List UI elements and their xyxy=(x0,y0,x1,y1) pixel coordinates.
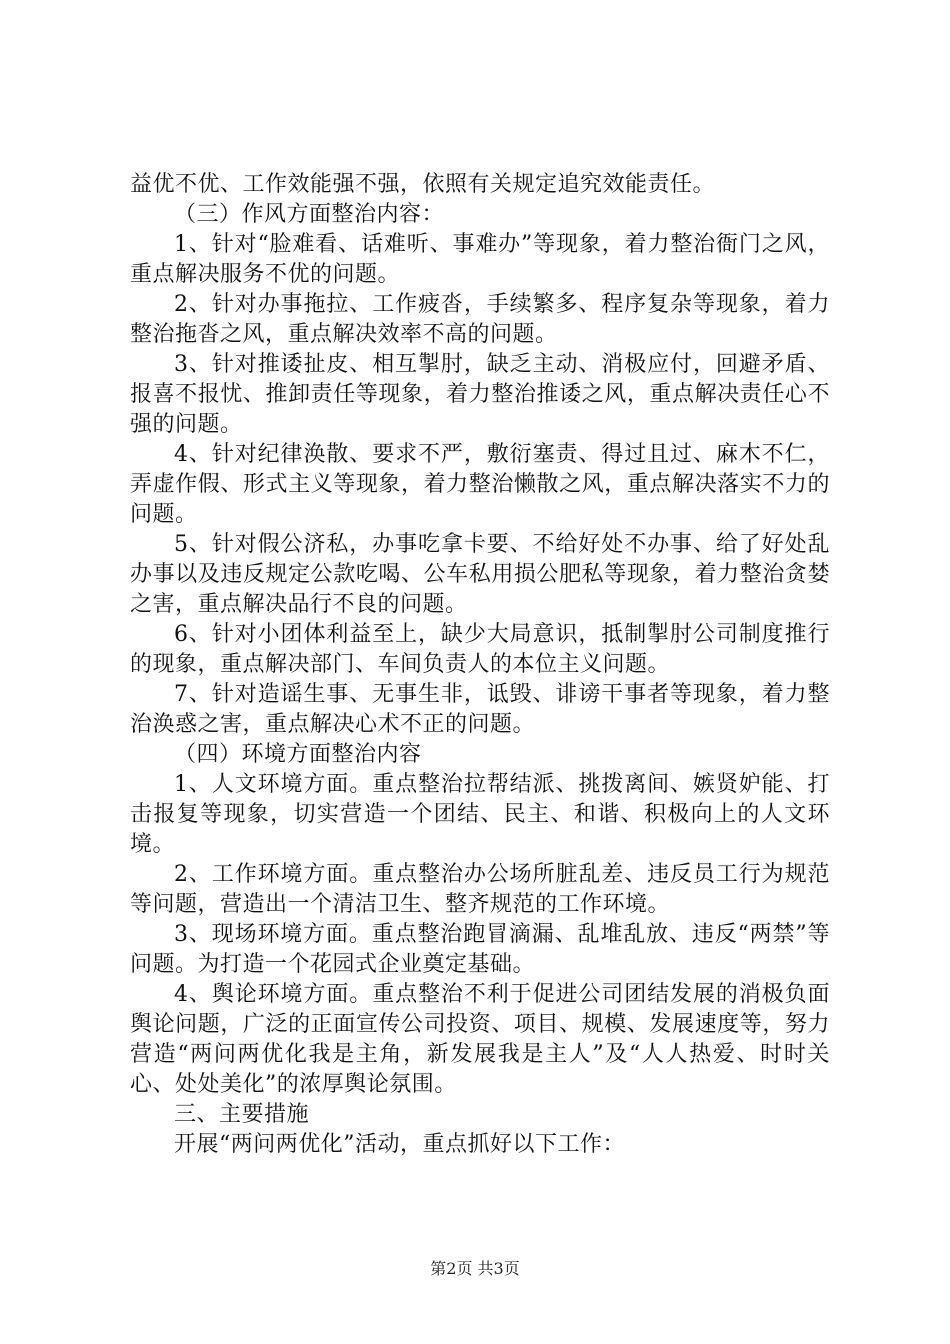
list-item-4: 4、针对纪律涣散、要求不严，敷衍塞责、得过且过、麻木不仁，弄虚作假、形式主义等现象，着力整治懒散之风，重点解决落实不力的问题。 xyxy=(130,442,830,527)
list-item-7: 7、针对造谣生事、无事生非，诋毁、诽谤干事者等现象，着力整治涣惑之害，重点解决心术不正的问题。 xyxy=(130,682,830,737)
section-heading-measures: 三、主要措施 xyxy=(174,1102,310,1127)
page-footer: 第2页 共3页 xyxy=(430,1259,520,1278)
env-item-3: 3、现场环境方面。重点整治跑冒滴漏、乱堆乱放、违反“两禁”等问题。为打造一个花园式企业奠定基础。 xyxy=(130,922,830,977)
section-heading-style: （三）作风方面整治内容： xyxy=(174,202,445,227)
measures-intro: 开展“两问两优化”活动，重点抓好以下工作： xyxy=(174,1132,625,1157)
list-item-3: 3、针对推诿扯皮、相互掣肘，缺乏主动、消极应付，回避矛盾、报喜不报忧、推卸责任等现象，着力整治推诿之风，重点解决责任心不强的问题。 xyxy=(130,352,830,437)
list-item-5: 5、针对假公济私，办事吃拿卡要、不给好处不办事、给了好处乱办事以及违反规定公款吃喝、公车私用损公肥私等现象，着力整治贪婪之害，重点解决品行不良的问题。 xyxy=(130,532,830,617)
env-item-2: 2、工作环境方面。重点整治办公场所脏乱差、违反员工行为规范等问题，营造出一个清洁卫生、整齐规范的工作环境。 xyxy=(130,862,830,917)
list-item-1: 1、针对“脸难看、话难听、事难办”等现象，着力整治衙门之风，重点解决服务不优的问题。 xyxy=(130,232,830,287)
list-item-6: 6、针对小团体利益至上，缺少大局意识，抵制掣肘公司制度推行的现象，重点解决部门、车间负责人的本位主义问题。 xyxy=(130,622,830,677)
document-body xyxy=(130,170,830,1160)
env-item-1: 1、人文环境方面。重点整治拉帮结派、挑拨离间、嫉贤妒能、打击报复等现象，切实营造一个团结、民主、和谐、积极向上的人文环境。 xyxy=(130,772,830,857)
list-item-2: 2、针对办事拖拉、工作疲沓，手续繁多、程序复杂等现象，着力整治拖沓之风，重点解决效率不高的问题。 xyxy=(130,292,830,347)
paragraph-continuation: 益优不优、工作效能强不强，依照有关规定追究效能责任。 xyxy=(130,172,716,197)
section-heading-environment: （四）环境方面整治内容 xyxy=(174,742,422,767)
env-item-4: 4、舆论环境方面。重点整治不利于促进公司团结发展的消极负面舆论问题，广泛的正面宣传公司投资、项目、规模、发展速度等，努力营造“两问两优化我是主角，新发展我是主人”及“人人热爱、时时关心、处处美化”的浓厚舆论氛围。 xyxy=(130,982,830,1097)
